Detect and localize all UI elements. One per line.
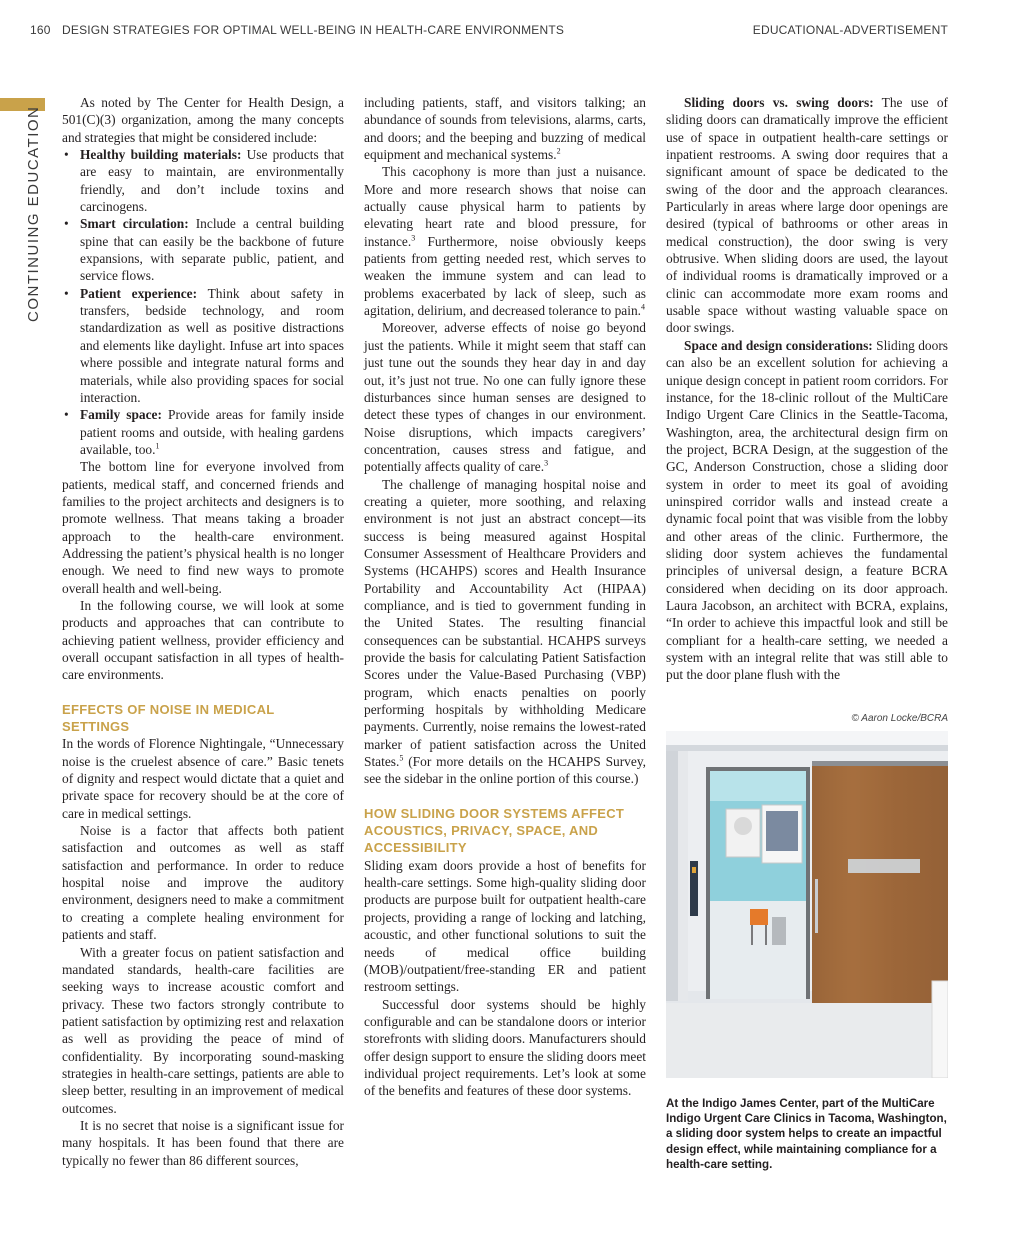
footnote-ref: 2	[556, 146, 561, 156]
paragraph-greater-focus: With a greater focus on patient satisfaction and mandated standards, health-care facilities are seeking ways to increase acoustic comfort and privacy. These two factors strongly contribute to patient satisfaction by optimizing rest and relaxation as well as providing the peace of mind of confidentiality. By incorporating sound-masking strategies in health-care settings, patients are able to sleep better, resulting in an improvement of medical outcomes.	[62, 944, 344, 1116]
paragraph-text: (For more details on the HCAHPS Survey, see the sidebar in the online portion of this course.)	[364, 754, 646, 787]
list-item-term: Smart circulation:	[80, 216, 189, 232]
photo-illustration	[666, 731, 948, 1078]
list-item-text: Provide areas for family inside patient rooms and outside, with healing gardens available, too.	[80, 407, 344, 457]
paragraph-text: Sliding doors can also be an excellent solution for achieving a unique design concept in patient room corridors. For instance, for the 18-clinic rollout of the MultiCare Indigo Urgent Care Clinics in the Seattle-Tacoma, Washington, area, the architectural design firm on the project, BCRA Design, at the suggestion of the GC, Anderson Construction, chose a sliding door system in order to meet its goal of avoiding uninspired corridor walls and instead create a dynamic focal point that was visible from the lobby and other areas of the clinic. Furthermore, the sliding door system achieves the fundamental principles of universal design, a feature BCRA considered when deciding on its door approach. Laura Jacobson, an architect with BCRA, explains, “In order to achieve this impactful look and still be compliant for a health-care setting, we needed a system with an integral relite that was still able to put the door plane flush with the	[666, 337, 948, 683]
page-number: 160	[30, 23, 51, 37]
list-item	[80, 285, 344, 406]
paragraph-bottom-line: The bottom line for everyone involved from patients, medical staff, and concerned friends and families to the project architects and designers is to promote wellness. That means taking a broader approach to the health-care environment. Addressing the patient’s physical health is no longer enough. We need to find new ways to promote overall health and well-being.	[62, 459, 344, 596]
list-item-text: Think about safety in transfers, bedside technology, and room standardization as well as positive distractions and elements like daylight. Infuse art into spaces where possible and integrate natural forms and materials, while also providing spaces for social interaction.	[80, 285, 344, 405]
sliding-door-photo	[666, 731, 948, 1078]
list-item	[80, 146, 344, 215]
page-header	[0, 20, 1024, 42]
footnote-ref: 4	[641, 302, 645, 312]
footnote-ref: 1	[155, 441, 160, 451]
list-item	[80, 215, 344, 284]
paragraph-following-course: In the following course, we will look at some products and approaches that can contribute to achieving patient wellness, provider efficiency and overall occupant satisfaction in all types of health-care environments.	[62, 597, 344, 683]
paragraph-moreover	[364, 319, 646, 475]
paragraph-successful-systems: Successful door systems should be highly configurable and can be standalone doors or interior storefronts with sliding doors. Manufacturers should offer design support to ensure the sliding doors meet individual project requirements. Let’s look at some of the benefits and features of these door systems.	[364, 996, 646, 1099]
paragraph-text: This cacophony is more than just a nuisance. More and more research shows that noise can actually cause physical harm to patients by elevating heart rate and blood pressure, for instance.	[364, 164, 646, 249]
paragraph-nightingale: In the words of Florence Nightingale, “Unnecessary noise is the cruelest absence of care.” Basic tenets of dignity and respect would dictate that a quiet and private space for recovery should be at the core of care in medical settings.	[62, 736, 344, 821]
paragraph-text: The challenge of managing hospital noise and creating a quieter, more soothing, and relaxing environment is not just an abstract concept—its success is being measured against Hospital Consumer Assessment of Healthcare Providers and Systems (HCAHPS) scores and Health Insurance Portability and Accountability Act (HIPAA) compliance, and is tied to government funding in the United States. The resulting financial consequences can be substantial. HCAHPS surveys provide the basis for calculating Patient Satisfaction Scores under the Value-Based Purchasing (VBP) program, which enacts penalties on poorly performing hospitals by withholding Medicare payments. Currently, noise remains the lowest-rated marker of patient satisfaction across the United States.	[364, 476, 646, 770]
paragraph-text: Furthermore, noise obviously keeps patients from getting needed rest, which serves to weaken the immune system and can lead to problems exacerbated by lack of sleep, such as agitation, delirium, and decreased tolerance to pain.	[364, 233, 646, 319]
paragraph-space-design	[666, 337, 948, 684]
list-item-term: Patient experience:	[80, 285, 198, 301]
column-2	[364, 94, 646, 1100]
column-1	[62, 94, 344, 1169]
footnote-ref: 3	[411, 233, 416, 243]
footnote-ref: 3	[544, 458, 549, 468]
paragraph-cacophony	[364, 163, 646, 319]
strategy-list	[62, 146, 344, 458]
photo-caption: At the Indigo James Center, part of the MultiCare Indigo Urgent Care Clinics in Tacoma, Washington, a sliding door system helps to create an impactful design effect, while maintaining compliance for a health-care setting.	[666, 1097, 947, 1171]
list-item	[80, 406, 344, 458]
list-item-term: Healthy building materials:	[80, 147, 242, 163]
run-in-heading: Space and design considerations:	[684, 337, 873, 353]
paragraph-challenge	[364, 476, 646, 788]
paragraph-intro: As noted by The Center for Health Design, a 501(C)(3) organization, among the many concepts and strategies that might be considered include:	[62, 95, 344, 145]
side-section-label: CONTINUING EDUCATION	[25, 105, 42, 322]
paragraph-including	[364, 94, 646, 163]
list-item-text: Use products that are easy to maintain, are environmentally friendly, and don’t include toxins and carcinogens.	[80, 147, 344, 215]
list-item-text: Include a central building spine that can easily be the backbone of future expansions, with separate public, patient, and service flows.	[80, 216, 344, 284]
paragraph-noise-factor: Noise is a factor that affects both patient satisfaction and outcomes as well as staff satisfaction and performance. In order to reduce hospital noise and improve the auditory environment, designers need to make a commitment to creating a complete healing environment for patients and staff.	[62, 823, 344, 943]
run-in-heading: Sliding doors vs. swing doors:	[684, 95, 874, 110]
paragraph-text: The use of sliding doors can dramatically improve the efficient use of space in outpatient health-care settings or inpatient restrooms. A swing door requires that a significant amount of space be dedicated to the swing of the door and the approach clearances. Particularly in areas where large door openings are desired (typical of bathrooms or other areas in medical construction), the door swing is very obtrusive. When sliding doors are used, the layout of individual rooms is dramatically improved or a clinic can accommodate more exam rooms and usable space without wasting valuable space on door swings.	[666, 95, 948, 336]
list-item-term: Family space:	[80, 407, 162, 423]
footnote-ref: 5	[399, 753, 404, 763]
paragraph-no-secret: It is no secret that noise is a significant issue for many hospitals. It has been found that there are typically no fewer than 86 different sources,	[62, 1117, 344, 1168]
section-heading-sliding-doors: HOW SLIDING DOOR SYSTEMS AFFECT ACOUSTICS, PRIVACY, SPACE, AND ACCESSIBILITY	[364, 805, 625, 856]
section-heading-noise: EFFECTS OF NOISE IN MEDICAL SETTINGS	[62, 701, 275, 735]
paragraph-sliding-exam-doors: Sliding exam doors provide a host of benefits for health-care settings. Some high-quality sliding door products are purpose built for outpatient health-care projects, providing a range of locking and latching, acoustic, and other functional solutions to suit the needs of medical office building (MOB)/outpatient/free-standing ER and patient restroom settings.	[364, 857, 646, 995]
paragraph-text: Moreover, adverse effects of noise go beyond just the patients. While it might seem that staff can just tune out the sounds they hear day in and day out, it’s just not true. No one can fully ignore these disturbances since human senses are designed to detect these types of changes in our environment. Noise disruptions, which impacts caregivers’ concentration, causes stress and fatigue, and potentially affects quality of care.	[364, 320, 646, 475]
column-3	[666, 94, 948, 684]
ad-label: EDUCATIONAL-ADVERTISEMENT	[752, 23, 948, 37]
running-title: DESIGN STRATEGIES FOR OPTIMAL WELL-BEING IN HEALTH-CARE ENVIRONMENTS	[62, 23, 565, 37]
paragraph-text: including patients, staff, and visitors talking; an abundance of sounds from televisions, alarms, carts, and doors; and the beeping and buzzing of medical equipment and mechanical systems.	[364, 95, 646, 163]
paragraph-sliding-vs-swing	[666, 94, 948, 337]
photo-credit: © Aaron Locke/BCRA	[851, 713, 948, 724]
